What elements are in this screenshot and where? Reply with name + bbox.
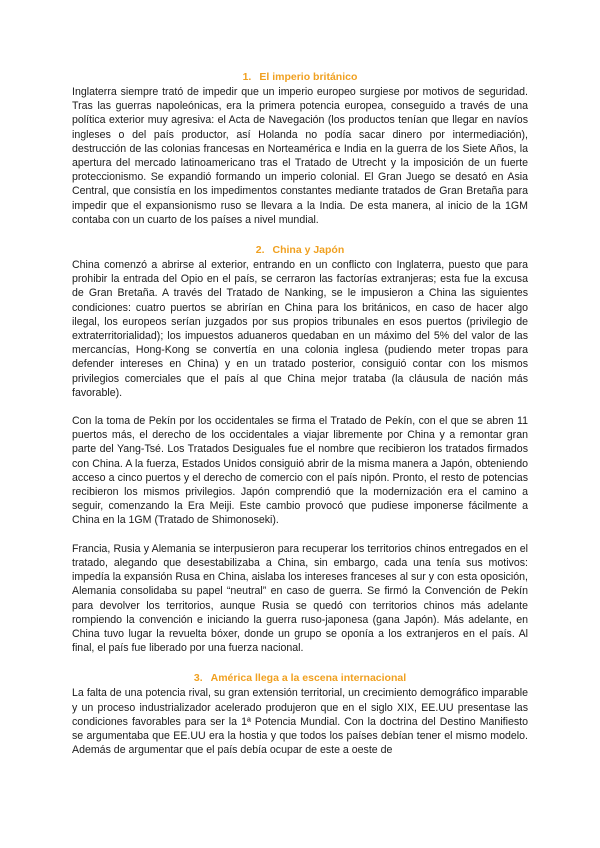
section-number: 1. bbox=[242, 71, 252, 83]
section-heading bbox=[72, 70, 528, 84]
document-page bbox=[72, 70, 528, 757]
section-number: 3. bbox=[193, 672, 203, 685]
paragraph: China comenzó a abrirse al exterior, entrando en un conflicto con Inglaterra, puesto que para prohibir la entrada del Opio en el país, se cerraron las factorías extranjeras; esta fue la excusa de Gran Bretaña. A través del Tratado de Nanking, se le impusieron a China las siguientes condiciones: cuatro puertos se abrirían en China para los británicos, en caso de hacer algo ilegal, los europeos serían juzgados por sus propios tribunales en esos puertos (privilegio de extraterritorialidad); los impuestos aduaneros quedaban en un máximo del 5% del valor de las mercancías, Hong-Kong se convertía en una colonia inglesa (pudiendo meter tropas para defender intereses en China) y en un tratado posterior, consiguió contar con los mismos privilegios comerciales que el país al que China mejor trataba (la cláusula de nación más favorable). bbox=[72, 259, 528, 399]
section-title: China y Japón bbox=[272, 244, 345, 257]
section-america bbox=[72, 671, 528, 757]
section-number: 2. bbox=[255, 244, 265, 257]
paragraph: Francia, Rusia y Alemania se interpusieron para recuperar los territorios chinos entregados en el tratado, alegando que desestabilizaba a China, sin embargo, cada una tenía sus motivos: impedía la expansión Rusa en China, aislaba los intereses franceses al sur y con esta oposición, Alemania consolidaba su papel “neutral” en caso de guerra. Se firmó la Convención de Pekín para devolver los territorios, aunque Rusia se quedó con territorios chinos más adelante rompiendo la convención e iniciando la guerra ruso-japonesa (gana Japón). Más adelante, en China tuvo lugar la revuelta bóxer, donde un grupo se oponía a los extranjeros en el país. Al final, el país fue liberado por una fuerza nacional. bbox=[72, 542, 528, 655]
section-title: El imperio británico bbox=[259, 71, 358, 83]
section-heading bbox=[72, 671, 528, 685]
paragraph: Inglaterra siempre trató de impedir que un imperio europeo surgiese por motivos de seguridad. Tras las guerras napoleónicas, era la primera potencia europea, conseguido a través de una política exterior muy agresiva: el Acta de Navegación (los productos tenían que llegar en navíos ingleses o del país productor, así Holanda no podía sacar dinero por intermediación), destrucción de las colonias francesas en Norteamérica e India en la guerra de los Siete Años, la apertura del mercado latinoamericano tras el Tratado de Utrecht y la imposición de un fuerte proteccionismo. Se expandió formando un imperio colonial. El Gran Juego se desató en Asia Central, que consistía en los impedimentos constantes mediante tratados de Gran Bretaña para impedir que el expansionismo ruso se llevara a la India. De esta manera, al inicio de la 1GM contaba con un cuarto de los países a nivel mundial. bbox=[72, 86, 528, 226]
section-heading bbox=[72, 243, 528, 257]
paragraph: La falta de una potencia rival, su gran extensión territorial, un crecimiento demográfico imparable y un proceso industrializador acelerado produjeron que en el siglo XIX, EE.UU presentase las condiciones favorables para ser la 1ª Potencia Mundial. Con la doctrina del Destino Manifiesto se argumentaba que EE.UU era la hostia y que todos los países debían tener el mismo modelo. Además de argumentar que el país debía ocupar de este a oeste de bbox=[72, 687, 528, 757]
section-title: América llega a la escena internacional bbox=[210, 672, 407, 685]
paragraph: Con la toma de Pekín por los occidentales se firma el Tratado de Pekín, con el que se abren 11 puertos más, el derecho de los occidentales a viajar libremente por China y a remontar gran parte del Yang-Tsé. Los Tratados Desiguales fue el nombre que recibieron los tratados firmados con China. A la fuerza, Estados Unidos consiguió abrir de la misma manera a Japón, obteniendo acceso a cinco puertos y el derecho de comercio con el país nipón. Pronto, el resto de potencias recibieron los mismos privilegios. Japón comprendió que la modernización era el camino a seguir, comenzando la Era Meiji. Este cambio provocó que pudiese imponerse fácilmente a China en la 1GM (Tratado de Shimonoseki). bbox=[72, 415, 528, 527]
section-british-empire bbox=[72, 70, 528, 227]
section-china-japan bbox=[72, 243, 528, 655]
